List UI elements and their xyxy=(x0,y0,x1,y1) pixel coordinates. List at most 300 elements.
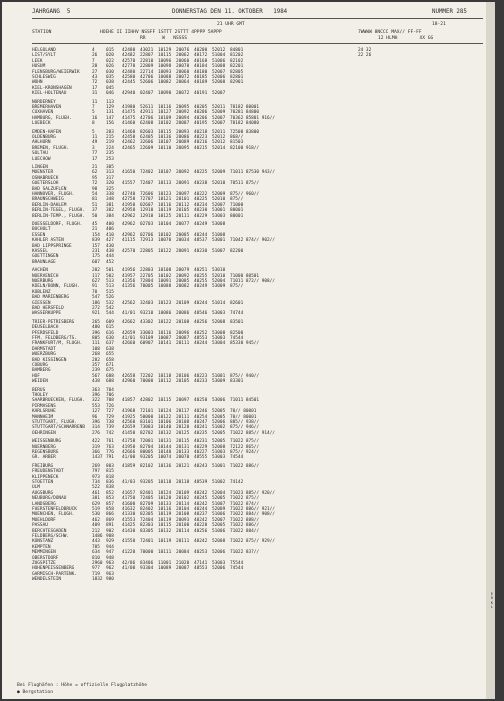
cell-value: 52007 xyxy=(212,115,226,121)
cell-value: 40200 xyxy=(194,48,208,53)
cell-value: 41557 xyxy=(122,181,136,187)
cell-value: 212 xyxy=(92,528,100,534)
cell-value: 82100 918// xyxy=(230,145,260,151)
cell-value: 40172 xyxy=(194,53,208,59)
cell-value: 7 xyxy=(92,105,95,110)
cell-value: 71011 84501 xyxy=(230,398,260,404)
cell-value: 52010 xyxy=(212,197,226,203)
cell-value: 868// xyxy=(230,135,244,140)
cell-value: 42480 xyxy=(122,69,136,75)
cell-value: 41925 xyxy=(122,414,136,420)
cell-value: 857 xyxy=(106,501,114,507)
cell-value: 20117 xyxy=(176,409,190,415)
cell-value: 82402 xyxy=(140,507,154,512)
cell-value: 42580 xyxy=(122,75,136,80)
cell-value: 763 xyxy=(106,444,114,450)
cell-value: 317 xyxy=(106,175,114,181)
cell-value: 82303 xyxy=(140,523,154,529)
cell-value: 71022 886// xyxy=(230,463,260,469)
cell-value: 038 xyxy=(106,80,114,86)
cell-value: 1486 xyxy=(92,534,103,539)
cell-value: 42962 xyxy=(122,222,136,227)
cell-value: 853 xyxy=(106,496,114,502)
cell-value: 553 xyxy=(92,403,100,409)
cell-value: 20102 xyxy=(176,496,190,502)
cell-value: 40206 xyxy=(194,110,208,116)
station-name: MUEHLDORF xyxy=(32,517,56,523)
cell-value: 111 xyxy=(92,341,100,347)
cell-value: 41460 xyxy=(122,121,136,127)
cell-value: 72405 xyxy=(140,496,154,502)
cell-value: 40245 xyxy=(194,496,208,502)
station-name: OLDENBURG xyxy=(32,135,56,140)
station-name: MANNHEIM xyxy=(32,414,54,420)
cell-value: 40242 xyxy=(194,539,208,545)
cell-value: 20079 xyxy=(176,268,190,274)
cell-value: 40246 xyxy=(194,409,208,415)
cell-value: 430 xyxy=(106,243,114,249)
station-name: TRIER-PETRISBERG xyxy=(32,319,75,325)
cell-value: 16 xyxy=(92,115,98,121)
cell-value: 4 xyxy=(92,48,95,53)
cell-value: 91 xyxy=(92,284,98,290)
cell-value: 265 xyxy=(92,319,100,325)
cell-value: 42660 xyxy=(122,341,136,347)
cell-value: 42960 xyxy=(122,379,136,385)
cell-value: 81202 xyxy=(230,53,244,59)
cell-value: 53006 xyxy=(212,398,226,404)
cell-value: 85330 945// xyxy=(230,341,260,347)
station-name: MUENSTER xyxy=(32,170,54,176)
cell-value: 875// 940// xyxy=(230,373,260,379)
cell-value: 40218 xyxy=(194,129,208,135)
station-name: WUERZBURG xyxy=(32,352,56,358)
cell-value: 51001 xyxy=(212,373,226,379)
cell-value: 522 xyxy=(92,485,100,491)
station-name: PFERDSFELD xyxy=(32,330,59,336)
cell-value: 609 xyxy=(106,319,114,325)
cell-value: 21 xyxy=(92,165,98,170)
cell-value: 71022 875// xyxy=(230,496,260,502)
cell-value: 10123 xyxy=(158,192,172,197)
cell-value: 72804 xyxy=(140,279,154,284)
cell-value: 20115 xyxy=(176,439,190,445)
cell-value: 10136 xyxy=(158,135,172,140)
station-name: BERCHTESGADEN xyxy=(32,528,67,534)
cell-value: 52010 xyxy=(212,273,226,279)
station-name: BREMEN, FLUGH. xyxy=(32,145,70,151)
cell-value: 10087 xyxy=(158,336,172,341)
cell-value: 5 xyxy=(92,110,95,116)
station-name: KOBLENZ xyxy=(32,289,51,295)
cell-value: 20106 xyxy=(176,373,190,379)
cell-value: 40255 xyxy=(194,279,208,284)
cell-value: 22705 xyxy=(140,273,154,279)
cell-value: 42940 xyxy=(122,91,136,97)
cell-value: 921 xyxy=(92,311,100,317)
cell-value: 40234 xyxy=(194,202,208,208)
cell-value: 82500 xyxy=(230,330,244,336)
station-name: KARLSRUHE xyxy=(32,409,56,415)
cell-value: 885// 938// xyxy=(230,420,260,425)
cell-value: 82401 xyxy=(140,490,154,496)
cell-value: 24 32 xyxy=(358,48,372,53)
cell-value: 10136 xyxy=(158,463,172,469)
column-codes-right: 7WWWW 8NCCC MAX// FF-FF xyxy=(358,30,422,35)
station-name: LANDSBERG xyxy=(32,501,56,507)
station-name: GUETERSLOH xyxy=(32,181,59,187)
margin-text: E R K L xyxy=(490,591,493,610)
cell-value: 42445 xyxy=(122,80,136,86)
cell-value: 10115 xyxy=(158,523,172,529)
cell-value: 10104 xyxy=(158,222,172,227)
cell-value: 42662 xyxy=(122,319,136,325)
cell-value: 53010 xyxy=(212,268,226,274)
station-name: EMDEN-HAFEN xyxy=(32,129,62,135)
cell-value: 5 xyxy=(92,129,95,135)
cell-value: 43 xyxy=(92,75,98,80)
cell-value: 41475 xyxy=(122,110,136,116)
cell-value: 42659 xyxy=(122,330,136,336)
cell-value: 51007 xyxy=(212,249,226,254)
cell-value: 10086 xyxy=(158,311,172,317)
cell-value: 20086 xyxy=(176,135,190,140)
cell-value: 739 xyxy=(106,425,114,431)
cell-value: 10132 xyxy=(158,430,172,436)
cell-value: 637 xyxy=(106,341,114,347)
cell-value: 10122 xyxy=(158,414,172,420)
cell-value: 40225 xyxy=(194,170,208,176)
cell-value: 52606 xyxy=(140,80,154,86)
cell-value: 81503 xyxy=(230,140,244,146)
cell-value: 21020 xyxy=(176,561,190,566)
cell-value: 41/01 xyxy=(122,336,136,341)
cell-value: 502 xyxy=(106,273,114,279)
station-name: BAD KISSINGEN xyxy=(32,357,67,363)
cell-value: 41632 xyxy=(122,507,136,512)
station-name: MUENCHEN, FLUGH. xyxy=(32,512,75,518)
cell-value: 72 xyxy=(92,181,98,187)
cell-value: 74544 xyxy=(230,455,244,461)
cell-value: 42770 xyxy=(122,64,136,70)
cell-value: 40184 xyxy=(194,64,208,70)
cell-value: 10119 xyxy=(158,512,172,518)
station-name: KASSEL xyxy=(32,249,48,254)
cell-value: 22714 xyxy=(140,69,154,75)
station-name: FREUDENSTADT xyxy=(32,469,64,475)
cell-value: 52009 xyxy=(212,192,226,197)
cell-value: 72 xyxy=(92,80,98,86)
cell-value: 40189 xyxy=(194,80,208,86)
cell-value: 20092 xyxy=(176,110,190,116)
cell-value: 72202 xyxy=(140,373,154,379)
cell-value: 10115 xyxy=(158,398,172,404)
cell-value: 43021 xyxy=(140,48,154,53)
cell-value: 7 xyxy=(92,58,95,64)
cell-value: 40244 xyxy=(194,300,208,306)
cell-value: 71022 875// 929// xyxy=(230,539,275,545)
station-name: BERLIN-DAHLEM xyxy=(32,202,67,208)
station-name: SOLTAU xyxy=(32,151,48,157)
cell-value: 607 xyxy=(92,259,100,265)
cell-value: 20131 xyxy=(176,444,190,450)
cell-value: 20070 xyxy=(176,64,190,70)
cell-value: 3 xyxy=(92,145,95,151)
cell-value: 20108 xyxy=(176,319,190,325)
cell-value: 52012 xyxy=(212,140,226,146)
cell-value: 82704 xyxy=(140,444,154,450)
cell-value: 396 xyxy=(92,420,100,425)
cell-value: 40229 xyxy=(194,444,208,450)
cell-value: 52005 xyxy=(212,430,226,436)
cell-value: 688 xyxy=(106,379,114,385)
cell-value: 427 xyxy=(106,238,114,244)
cell-value: 41430 xyxy=(122,528,136,534)
column-codes-sub: RR W NSSSS xyxy=(140,36,188,41)
cell-value: 41356 xyxy=(122,279,136,284)
cell-value: 70005 xyxy=(140,284,154,290)
cell-value: 42666 xyxy=(122,450,136,455)
cell-value: 544 xyxy=(106,311,114,317)
cell-value: 41968 xyxy=(122,409,136,415)
cell-value: 82102 xyxy=(230,58,244,64)
station-name: WOHN xyxy=(32,80,43,86)
cell-value: 253 xyxy=(106,156,114,162)
cell-value: 175 xyxy=(92,254,100,260)
cell-value: 42962 xyxy=(122,213,136,219)
cell-value: 272 xyxy=(92,306,100,311)
cell-value: 325 xyxy=(106,186,114,192)
cell-value: 71022 886// xyxy=(230,523,260,529)
cell-value: 10116 xyxy=(158,105,172,110)
cell-value: 157 xyxy=(92,243,100,249)
cell-value: 704 xyxy=(106,387,114,393)
cell-value: 40231 xyxy=(194,439,208,445)
station-name: GOETTINGEN xyxy=(32,254,59,260)
cell-value: 875// 924// xyxy=(230,450,260,455)
cell-value: 629 xyxy=(92,501,100,507)
cell-value: 20111 xyxy=(176,539,190,545)
cell-value: 40249 xyxy=(194,284,208,290)
cell-value: 20111 xyxy=(176,341,190,347)
cell-value: 320 xyxy=(106,181,114,187)
cell-value: 42911 xyxy=(140,110,154,116)
station-name: NUERBURG xyxy=(32,279,54,284)
cell-value: 82200 xyxy=(230,249,244,254)
cell-value: 42706 xyxy=(140,75,154,80)
cell-value: 20108 xyxy=(176,420,190,425)
cell-value: 83101 xyxy=(140,420,154,425)
cell-value: 22807 xyxy=(140,53,154,59)
cell-value: 71022 884// xyxy=(230,528,260,534)
cell-value: 71022 837// xyxy=(230,550,260,556)
column-codes-sub-right: 12 HLMH XX GG xyxy=(378,36,434,41)
station-name: OBERSTDORF xyxy=(32,555,59,561)
cell-value: 797 xyxy=(92,469,100,475)
station-name: STUTTGART, FLUGH. xyxy=(32,420,77,425)
cell-value: 52009 xyxy=(212,507,226,512)
cell-value: 10119 xyxy=(158,539,172,545)
cell-value: 11001 xyxy=(158,561,172,566)
cell-value: 671 xyxy=(106,363,114,368)
cell-value: 10091 xyxy=(158,279,172,284)
cell-value: 10102 xyxy=(158,232,172,238)
cell-value: 530 xyxy=(92,512,100,518)
cell-value: 51006 xyxy=(212,58,226,64)
cell-value: 53001 xyxy=(212,238,226,244)
cell-value: 40247 xyxy=(194,420,208,425)
cell-value: 11 xyxy=(92,99,98,105)
cell-value: 977 xyxy=(92,566,100,572)
cell-value: 616 xyxy=(106,330,114,336)
cell-value: 282 xyxy=(92,357,100,363)
cell-value: 791 xyxy=(106,455,114,461)
cell-value: 70182 80001 xyxy=(230,105,260,110)
cell-value: 40251 xyxy=(194,268,208,274)
station-name: WEISSENBURG xyxy=(32,439,62,445)
cell-value: 20101 xyxy=(176,197,190,203)
cell-value: 875// xyxy=(230,284,244,290)
station-name: BRAUNLAGE xyxy=(32,259,56,265)
cell-value: 727 xyxy=(106,409,114,415)
station-name: HOHENPEISSENBERG xyxy=(32,566,75,572)
station-name: STUTTGART/SCHNARRENB xyxy=(32,425,85,431)
cell-value: 83406 xyxy=(140,561,154,566)
cell-value: 810 xyxy=(92,555,100,561)
cell-value: 10127 xyxy=(158,110,172,116)
cell-value: 20108 xyxy=(176,512,190,518)
cell-value: 52012 xyxy=(212,135,226,140)
cell-value: 20082 xyxy=(176,284,190,290)
cell-value: 22609 xyxy=(140,145,154,151)
cell-value: 42465 xyxy=(122,145,136,151)
cell-value: 276 xyxy=(92,430,100,436)
cell-value: 71022 886// 921// xyxy=(230,507,275,512)
cell-value: 10116 xyxy=(158,202,172,208)
cell-value: 52006 xyxy=(212,420,226,425)
station-name: AUGSBURG xyxy=(32,490,54,496)
cell-value: 93210 xyxy=(140,311,154,317)
cell-value: 40256 xyxy=(194,528,208,534)
cell-value: 42802 xyxy=(140,398,154,404)
cell-value: 10141 xyxy=(158,341,172,347)
cell-value: 51 xyxy=(92,202,98,208)
cell-value: 40223 xyxy=(194,373,208,379)
cell-value: 836 xyxy=(106,480,114,485)
cell-value: 20062 xyxy=(176,53,190,59)
cell-value: 40244 xyxy=(194,507,208,512)
cell-value: 269 xyxy=(92,463,100,469)
station-name: REGENSBURG xyxy=(32,450,59,455)
station-name: HANNOVER, FLUGH. xyxy=(32,192,75,197)
cell-value: 10119 xyxy=(158,517,172,523)
cell-value: 20111 xyxy=(176,414,190,420)
cell-value: 852 xyxy=(106,490,114,496)
cell-value: 127 xyxy=(92,409,100,415)
cell-value: 20112 xyxy=(176,202,190,208)
cell-value: 235 xyxy=(106,151,114,157)
cell-value: 526 xyxy=(106,295,114,301)
cell-value: 20085 xyxy=(176,232,190,238)
cell-value: 20093 xyxy=(176,129,190,135)
cell-value: 726 xyxy=(106,403,114,409)
header-rule xyxy=(32,18,483,19)
cell-value: 400 xyxy=(106,222,114,227)
cell-value: 71022 885// 914// xyxy=(230,430,275,436)
cell-value: 638 xyxy=(106,346,114,352)
station-name: STOETTEN xyxy=(32,480,54,485)
cell-value: 046 xyxy=(106,91,114,97)
cell-value: 875// 946// xyxy=(230,425,260,431)
cell-value: 20091 xyxy=(176,181,190,187)
cell-value: 547 xyxy=(92,295,100,301)
cell-value: 40228 xyxy=(194,523,208,529)
station-name: BERUS xyxy=(32,387,46,393)
station-name: NEUBURG/DONAU xyxy=(32,496,67,502)
cell-value: 10082 xyxy=(158,80,172,86)
cell-value: 82102 xyxy=(140,463,154,469)
cell-value: 40242 xyxy=(194,501,208,507)
cell-value: 729 xyxy=(106,414,114,420)
cell-value: 858 xyxy=(106,507,114,512)
cell-value: 10088 xyxy=(158,284,172,290)
cell-value: 71022 875// xyxy=(230,439,260,445)
cell-value: 52008 xyxy=(212,80,226,86)
cell-value: 80001 xyxy=(230,208,244,214)
cell-value: 48539 xyxy=(194,480,208,485)
cell-value: 10090 xyxy=(158,91,172,97)
cell-value: 52007 xyxy=(212,91,226,97)
cell-value: 42570 xyxy=(122,249,136,254)
cell-value: 40238 xyxy=(194,181,208,187)
cell-value: 422 xyxy=(92,439,100,445)
cell-value: 52006 xyxy=(212,566,226,572)
station-name: LIST/SYLT xyxy=(32,53,56,59)
cell-value: 10116 xyxy=(158,330,172,336)
cell-value: 630 xyxy=(106,336,114,341)
station-name: GR. ARBER xyxy=(32,455,56,461)
cell-value: 74544 xyxy=(230,566,244,572)
cell-value: 50000 xyxy=(140,414,154,420)
cell-value: 41956 xyxy=(122,268,136,274)
cell-value: 815 xyxy=(106,469,114,475)
cell-value: 929 xyxy=(106,539,114,545)
cell-value: 52010 xyxy=(212,181,226,187)
cell-value: 70 xyxy=(92,289,98,295)
cell-value: 20087 xyxy=(176,336,190,341)
cell-value: 72402 xyxy=(140,170,154,176)
cell-value: 40249 xyxy=(194,222,208,227)
cell-value: 963 xyxy=(106,571,114,577)
cell-value: 20060 xyxy=(176,69,190,75)
station-name: FUERSTENFELDBRUCK xyxy=(32,507,77,512)
cell-value: 41450 xyxy=(122,430,136,436)
cell-value: 52012 xyxy=(212,48,226,53)
cell-value: 41857 xyxy=(122,398,136,404)
cell-value: 20091 xyxy=(176,249,190,254)
station-name: PASSAU xyxy=(32,523,48,529)
cell-value: 02706 xyxy=(140,232,154,238)
cell-value: 80001 xyxy=(230,213,244,219)
cell-value: 71011 87530 943// xyxy=(230,170,275,176)
station-name: BREMERHAVEN xyxy=(32,105,62,110)
cell-value: 53001 xyxy=(212,208,226,214)
station-name: NOERVENICH xyxy=(32,273,59,279)
station-name: OSNABRUECK xyxy=(32,175,59,181)
cell-value: 20109 xyxy=(176,490,190,496)
cell-value: 70281 84800 xyxy=(230,110,260,116)
cell-value: 10133 xyxy=(158,501,172,507)
